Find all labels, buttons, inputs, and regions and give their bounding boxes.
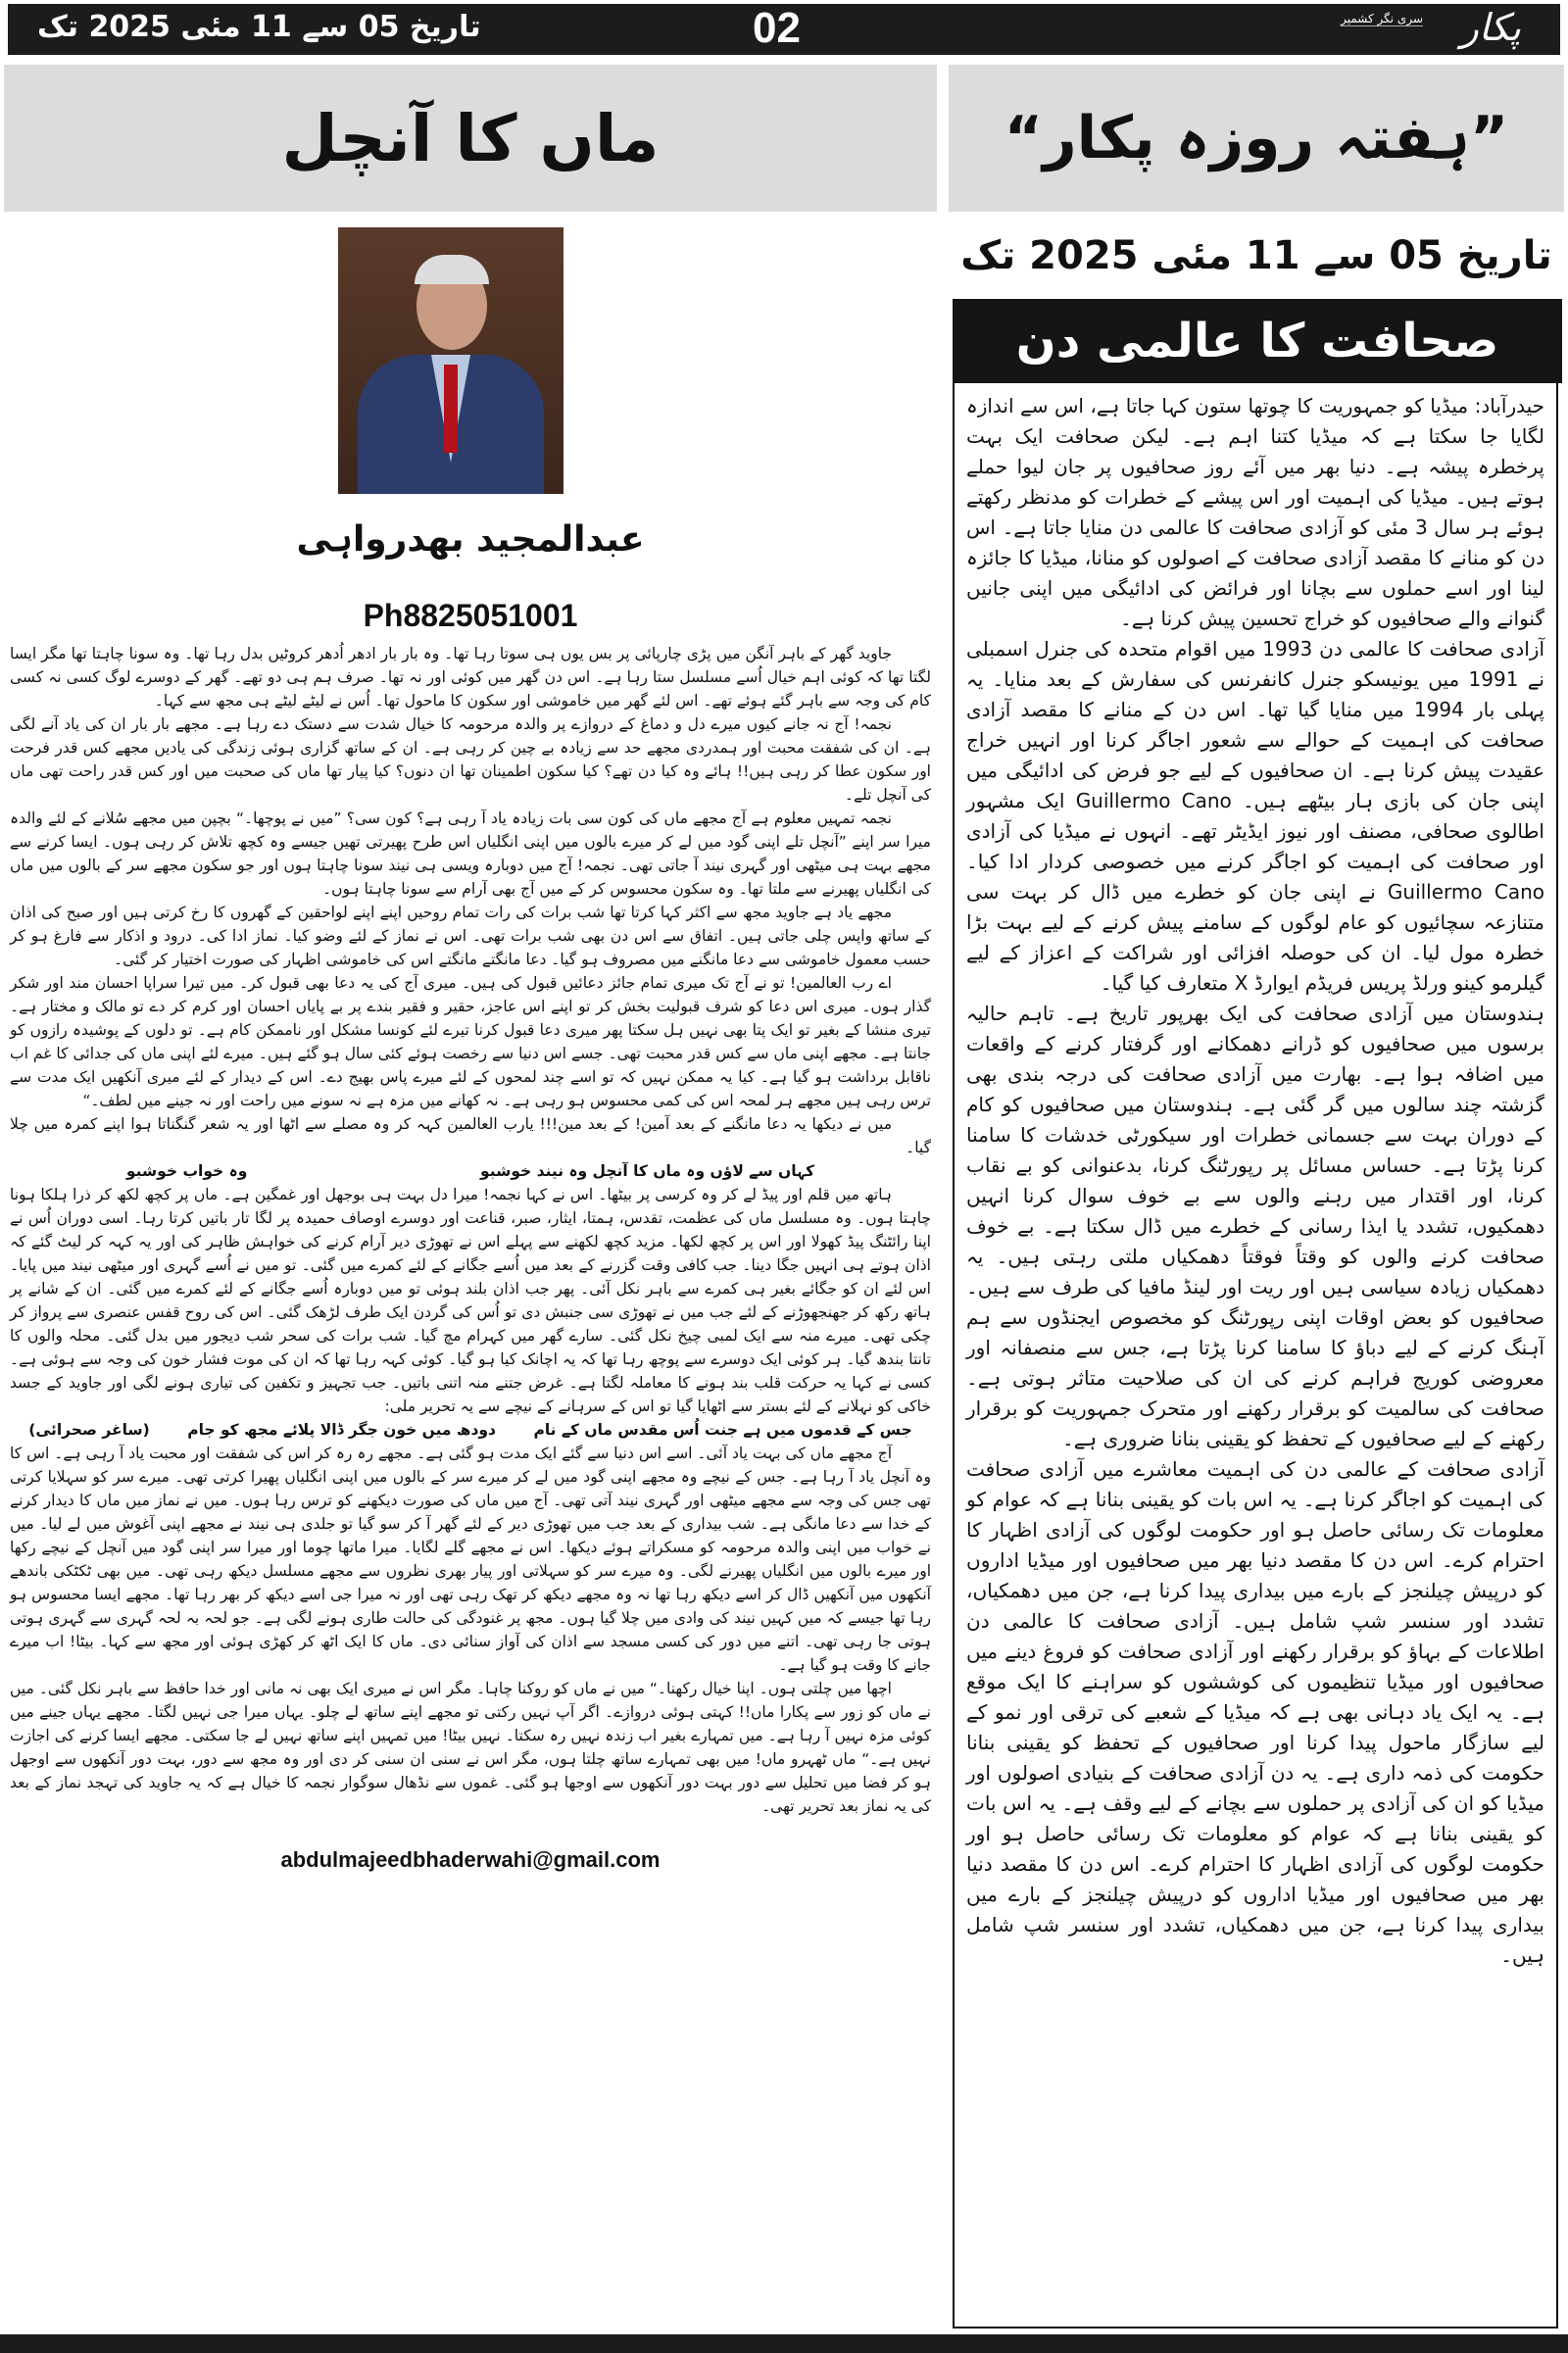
page-header-bar [8, 4, 1560, 55]
author-photo [338, 227, 564, 494]
paragraph: آزادی صحافت کا عالمی دن 1993 میں اقوام متحدہ کی جنرل اسمبلی نے 1991 میں یونیسکو جنرل کانفرنس کی سفارش کے بعد منایا۔ یہ پہلی بار 1994 میں منایا گیا تھا۔ اس دن کے منانے کا مقصد آزادی صحافت کی اہمیت کے حوالے سے شعور اجاگر کرنا اور انہیں خراج عقیدت پیش کرنا ہے۔ ان صحافیوں کے لیے جو فرض کی ادائیگی میں اپنی جان کی بازی ہار بیٹھے ہیں۔ Guillermo Cano ایک مشہور اطالوی صحافی، مصنف اور نیوز ایڈیٹر تھے۔ انہوں نے میڈیا کی آزادی اور صحافت کی اہمیت کو اجاگر کرنے میں خصوصی کردار ادا کیا۔ Guillermo Cano نے اپنی جان کو خطرے میں ڈال کر بہت سی متنازعہ سچائیوں کو عام لوگوں کے سامنے پیش کرنے کے لیے بہت بڑا خطرہ مول لیا۔ ان کی حوصلہ افزائی اور شراکت کے اعزاز کے لیے گیلرمو کینو ورلڈ پریس فریڈم ایوارڈ X متعارف کیا گیا۔ [966, 637, 1545, 995]
paragraph: آج مجھے ماں کی بہت یاد آئی۔ اسے اس دنیا سے گئے ایک مدت ہو گئی ہے۔ مجھے رہ رہ کر اس کی شفقت اور محبت یاد آ رہی ہے۔ اس کا وہ آنچل یاد آ رہا ہے۔ جس کے نیچے وہ مجھے اپنی گود میں لے کر میرے سر کے بالوں میں اپنی انگلیاں پھیرا کرتی تھی۔ میرے سر کو سہلایا کرتی تھی جس کی وجہ سے مجھے میٹھی اور گہری نیند آتی تھی۔ آج میں ماں کی صورت دیکھنے کو ترس رہا ہوں۔ میں نے نماز میں ماں کا دیدار کرنے کے خدا سے دعا مانگی ہے۔ شب بیداری کے بعد جب میں تھوڑی دیر کے لئے گھر آ کر سو گیا تو جلدی ہی نیند نے مجھے اپنی آغوش میں لے لیا۔ میں نے خواب میں اپنی والدہ مرحومہ کو مسکراتے ہوئے دیکھا۔ اس نے مجھے گلے لگایا۔ میرا ماتھا چوما اور میرا سر اپنی گود میں آنچل کے نیچے رکھا اور میرے بالوں میں انگلیاں پھیرنے لگی۔ وہ میرے سر کو سہلاتی اور پیار بھری نظروں سے مجھے مسلسل دیکھ رہی تھی۔ میں بھی ٹکٹکی باندھے آنکھوں میں آنکھیں ڈال کر اسے دیکھ رہا تھا نہ وہ مجھے دیکھ کر تھک رہی تھی اور نہ میرا جی اسے دیکھ کر بھر رہا تھا۔ مجھے ایسا محسوس ہو رہا تھا جیسے کہ میں کہیں نیند کی وادی میں چلا گیا ہوں۔ مجھ پر غنودگی کی حالت طاری ہونے لگی ہے۔ جو لحہ بہ لحہ گہری سے گہری ہوتی ہوتی جا رہی تھی۔ اتنے میں دور کی کسی مسجد سے اذان کی آواز سنائی دی۔ ماں کا ایک اٹھ کر کھڑی ہوئی اور مجھ سے کہا۔ بیٹا! اب میرے جانے کا وقت ہو گیا ہے۔ [10, 1445, 931, 1674]
paragraph: ہاتھ میں قلم اور پیڈ لے کر وہ کرسی پر بیٹھا۔ اس نے کہا نجمہ! میرا دل بہت ہی بوجھل اور غمگین ہے۔ ماں پر کچھ لکھ کر ذرا ہلکا ہونا چاہتا ہوں۔ وہ مسلسل ماں کی عظمت، تقدس، ہمتا، ایثار، صبر، قناعت اور دوسرے اوصاف حمیدہ پر لگا تار باتیں کرتا رہا۔ اسی دوران اُس نے اپنا رائٹنگ پیڈ کھولا اور اس پر کچھ لکھا۔ مزید کچھ لکھنے سے پہلے اس نے تھوڑی دیر آرام کرنے کی خواہش ظاہر کی اور یہ کہہ کر لیٹ گئے کہ اذان ہوتے ہی انہیں جگا دینا۔ جب کافی وقت گزرنے کے بعد میں اُسے جگانے کے لئے کمرے میں گئی۔ تو میں نے اُسے گہری اور میٹھی نیند میں پایا۔ اس لئے ان کو جگائے بغیر ہی کمرے سے باہر نکل آئی۔ پھر جب اذان بلند ہوئی تو میں دوبارہ اُسے جگانے کے لئے کمرے میں گئی۔ ان کے شانے پر ہاتھ رکھ کر جھنجھوڑنے کے لئے جب میں نے تھوڑی سی جنبش دی تو اُس کی گردن ایک طرف لڑھک گئی۔ اس کی روح قفس عنصری سے پرواز کر چکی تھی۔ میرے منہ سے ایک لمبی چیخ نکل گئی۔ سارے گھر میں کہرام مچ گیا۔ شب برات کی سحر شب دیجور میں بدل گئی۔ محلہ والوں کا تانتا بندھ گیا۔ ہر کوئی ایک دوسرے سے پوچھ رہا تھا کہ یہ اچانک کیا ہو گیا۔ کوئی کہہ رہا تھا کہ ان کی موت فشار خون کی وجہ سے ہوئی ہے۔ کسی نے کہا یہ حرکت قلب بند ہونے کا معاملہ لگتا ہے۔ غرض جتنے منہ اتنی باتیں۔ جب تجہیز و تکفین کی تیاری ہونے لگی اور جاوید کے جسد خاکی کو نہلانے کے لئے بستر سے اٹھایا گیا تو اس کے سرہانے کے نیچے سے یہ تحریر ملی: [10, 1186, 931, 1415]
right-article-body [955, 383, 1556, 1979]
verse-line: دودھ میں خون جگر ڈالا پلائے مجھ کو جام [187, 1421, 497, 1439]
paragraph: ہندوستان میں آزادی صحافت کی ایک بھرپور تاریخ ہے۔ تاہم حالیہ برسوں میں صحافیوں کو ڈرانے دھمکانے اور گرفتار کرنے کے واقعات میں اضافہ ہوا ہے۔ بھارت میں آزادی صحافت کی درجہ بندی بھی گزشتہ چند سالوں میں گر گئی ہے۔ ہندوستان میں صحافیوں کو کام کے دوران بہت سے جسمانی خطرات اور سیکورٹی خدشات کا سامنا کرنا پڑتا ہے۔ حساس مسائل پر رپورٹنگ کرنا، بدعنوانی کو بے نقاب کرنا، اور اقتدار میں رہنے والوں سے بے خوف سوال کرنا انہیں دھمکیوں، تشدد یا ایذا رسانی کے خطرے میں ڈال سکتا ہے۔ بے خوف صحافت کرنے والوں کو وقتاً فوقتاً دھمکیاں ملتی رہتی ہیں۔ یہ دھمکیاں زیادہ سیاسی ہیں اور ریت اور لینڈ مافیا کی طرف سے ہیں۔ صحافیوں کو بعض اوقات اپنی رپورٹنگ کو مخصوص ایجنڈوں سے ہم آہنگ کرنے کے لیے دباؤ کا سامنا کرنا پڑتا ہے، جس سے منصفانہ اور معروضی کوریج فراہم کرنے کی ان کی صلاحیت متاثر ہوتی ہے۔ صحافت کی سالمیت کو برقرار رکھنے اور متحرک جمہوریت کو برقرار رکھنے کے لیے صحافیوں کے تحفظ کو یقینی بنانا ضروری ہے۔ [966, 1002, 1544, 1450]
paragraph: میں نے دیکھا یہ دعا مانگنے کے بعد آمین! کے بعد مین!!! یارب العالمین کہہ کر وہ مصلے سے اٹھا اور یہ شعر گنگناتا ہوا اپنے کمرہ میں چلا گیا۔ [10, 1115, 931, 1156]
paragraph: مجھے یاد ہے جاوید مجھ سے اکثر کہا کرتا تھا شب برات کی رات تمام روحیں اپنے اپنے لواحقین کے گھروں کا رخ کرتی ہیں اور صبح کی اذان کے ساتھ واپس چلی جاتی ہیں۔ اتفاق سے اس دن بھی شب برات تھی۔ اس نے نماز کے لئے وضو کیا۔ نماز ادا کی۔ درود و اذکار سے فارغ ہو کر حسب معمول خاموشی سے دعا مانگنے میں مصروف ہو گیا۔ دعا مانگتے مانگتے اس کی خاموشی اظہار کی صورت اختیار کر گئی۔ [10, 904, 931, 968]
paragraph: آزادی صحافت کے عالمی دن کی اہمیت معاشرے میں آزادی صحافت کی اہمیت کو اجاگر کرنا ہے۔ یہ اس بات کو یقینی بنانا ہے کہ عوام کو معلومات تک رسائی حاصل ہو اور حکومت لوگوں کی آزادی اظہار کا احترام کرے۔ اس دن کا مقصد دنیا بھر میں صحافیوں اور میڈیا اداروں کو درپیش چیلنجز کے بارے میں بیداری پیدا کرنا ہے، جن میں دھمکیاں، تشدد اور سنسر شپ شامل ہیں۔ آزادی صحافت کا عالمی دن اطلاعات کے بہاؤ کو برقرار رکھنے اور آزادی صحافت کو فروغ دینے میں صحافیوں اور میڈیا تنظیموں کی کوششوں کو سراہنے کا ایک موقع ہے۔ یہ ایک یاد دہانی بھی ہے کہ میڈیا کے شعبے کی ترقی اور نمو کے لیے سازگار ماحول پیدا کرنا اور صحافیوں کے تحفظ کو یقینی بنانا حکومت کی ذمہ داری ہے۔ یہ دن آزادی صحافت کے بنیادی اصولوں اور میڈیا کو ان کی آزادی پر حملوں سے بچانے کے لیے وقف ہے۔ یہ اس بات کو یقینی بنانا ہے کہ عوام کو معلومات تک رسائی حاصل ہو اور حکومت لوگوں کی آزادی اظہار کا احترام کرے۔ اس دن کا مقصد دنیا بھر میں صحافیوں اور میڈیا اداروں کو درپیش چیلنجز کے بارے میں بیداری پیدا کرنا ہے، جن میں دھمکیاں، تشدد اور سنسر شپ شامل ہیں۔ [966, 1457, 1544, 1967]
masthead-title: ”ہفتہ روزہ پکار“ [949, 65, 1564, 212]
left-article-title: ماں کا آنچل [4, 65, 937, 212]
paragraph: نجمہ! آج نہ جانے کیوں میرے دل و دماغ کے دروازے پر والدہ مرحومہ کا خیال شدت سے دستک دے رہا ہے۔ مجھے بار بار ان کی یاد آنے لگی ہے۔ ان کی شفقت محبت اور ہمدردی مجھے حد سے زیادہ بے چین کر رہی ہے۔ ان کے ساتھ گزاری ہوئی زندگی کی یادیں مجھے کس قدر فرحت اور سکون عطا کر رہی ہیں!! ہائے وہ کیا دن تھے؟ کیا سکون اطمینان تھا ان دنوں؟ کیا پیار تھا ماں کی صحبت میں اور کس قدر راحت تھی ماں کی آنچل تلے۔ [10, 715, 931, 804]
verse-line: وہ خواب خوشبو [125, 1162, 248, 1180]
paragraph: جاوید گھر کے باہر آنگن میں پڑی چارپائی پر بس یوں ہی سوتا رہا تھا۔ وہ بار بار ادھر اُدھر کروٹیں بدل رہا تھا۔ وہ سونا چاہتا تھا مگر ایسا لگتا تھا کہ کوئی اہم خیال اُسے مسلسل ستا رہا ہے۔ اس دن گھر میں کوئی اور نہ تھا۔ صرف ہم ہی دو تھے۔ گھر کے دوسرے لوگ کسی نہ کسی کام کی وجہ سے باہر گئے ہوئے تھے۔ اس لئے گھر میں خاموشی اور سکون کا ماحول تھا۔ اُس نے لیٹے لیٹے ہی مجھ سے کہا۔ [10, 645, 931, 710]
page-footer-bar [0, 2334, 1568, 2353]
right-article-box [953, 383, 1558, 2328]
right-article-heading: صحافت کا عالمی دن [953, 299, 1562, 383]
left-article-column [10, 642, 931, 1873]
paragraph: اچھا میں چلتی ہوں۔ اپنا خیال رکھنا۔“ میں نے ماں کو روکنا چاہا۔ مگر اس نے میری ایک بھی نہ مانی اور خدا حافظ سے باہر نکل گئی۔ میں نے ماں کو زور سے پکارا ماں!! کہتی ہوئی دروازے۔ اگر آپ نہیں رکتی تو مجھے اپنے ساتھ لے چلو۔ یہاں میرا جی نہیں لگتا۔ مجھے یہاں جینے میں کوئی مزہ نہیں آ رہا ہے۔ میں تمہارے بغیر اب زندہ نہیں رہ سکتا۔ نہیں بیٹا! میں تمہیں اپنے ساتھ نہیں لے جا سکتی۔ مجھے ایسا کرنے کی اجازت نہیں ہے۔“ ماں ٹھہرو ماں! میں بھی تمہارے ساتھ چلتا ہوں، مگر اس نے سنی ان سنی کر دی اور وہ مجھ سے دور، بہت دور آنکھوں سے اوجھل ہو کر فضا میں تحلیل سے دور بہت دور آنکھوں سے اوجھا ہو گئی۔ غموں سے نڈھال سوگوار نجمہ کا خیال ہے کہ یہ جاوید کی تہجد نماز کے بعد کی یہ نماز بعد تحریر تھی۔ [10, 1680, 931, 1815]
masthead-date: تاریخ 05 سے 11 مئی 2025 تک [960, 233, 1552, 278]
verse [10, 1418, 931, 1442]
author-email[interactable]: abdulmajeedbhaderwahi@gmail.com [280, 1847, 661, 1872]
issue-date: تاریخ 05 سے 11 مئی 2025 تک [37, 10, 481, 44]
paragraph: حیدرآباد: میڈیا کو جمہوریت کا چوتھا ستون کہا جاتا ہے، اس سے اندازہ لگایا جا سکتا ہے کہ میڈیا کتنا اہم ہے۔ لیکن صحافت ایک بہت پرخطرہ پیشہ ہے۔ دنیا بھر میں آئے روز صحافیوں پر جان لیوا حملے ہوتے ہیں۔ میڈیا کی اہمیت اور اس پیشے کے خطرات کو مدنظر رکھتے ہوئے ہر سال 3 مئی کو آزادی صحافت کا عالمی دن منایا جاتا ہے۔ اس دن کو منانے کا مقصد آزادی صحافت کے اصولوں کو منانا، میڈیا کا جائزہ لینا اور اسے حملوں سے بچانا اور فرائض کی ادائیگی میں اپنی جانیں گنوانے والے صحافیوں کو خراج تحسین پیش کرنا ہے۔ [966, 394, 1545, 630]
author-name: عبدالمجید بھدرواہی [296, 519, 645, 560]
logo-location: سری نگر کشمیر [1341, 12, 1423, 25]
author-phone: Ph8825051001 [363, 598, 578, 633]
left-article-body [10, 642, 931, 1818]
verse [10, 1159, 931, 1183]
photo-hair [415, 255, 489, 284]
verse-line: کہاں سے لاؤں وہ ماں کا آنچل وہ نیند خوشبو [480, 1162, 815, 1180]
page-number: 02 [753, 4, 801, 52]
newspaper-logo: پکار [1460, 6, 1521, 49]
photo-tie [444, 365, 458, 453]
verse-line: جس کے قدموں میں ہے جنت اُس مقدس ماں کے نام [533, 1421, 912, 1439]
paragraph: نجمہ تمہیں معلوم ہے آج مجھے ماں کی کون سی بات زیادہ یاد آ رہی ہے؟ کون سی؟ ”میں نے پوچھا۔“ بچپن میں مجھے سُلانے کے لئے والدہ میرا سر اپنے ”آنچل تلے اپنی گود میں لے کر میرے بالوں میں اپنی انگلیاں اس طرح پھیرتی تھیں جیسے وہ کچھ تلاش کر رہی ہوں۔ ایسا کرنے سے مجھے بہت ہی میٹھی اور گہری نیند آ جاتی تھی۔ نجمہ! آج میں دوبارہ ویسی ہی نیند سونا چاہتا ہوں اور جو سکون مجھے سر کے بالوں میں ماں کی انگلیاں پھیرنے سے ملتا تھا۔ وہ سکون محسوس کر کے میں آج بھی آرام سے سونا چاہتا ہوں۔ [10, 809, 931, 898]
paragraph: اے رب العالمین! تو نے آج تک میری تمام جائز دعائیں قبول کی ہیں۔ میری آج کی یہ دعا بھی قبول کر۔ میں تیرا سراپا احسان مند اور شکر گذار ہوں۔ میری اس دعا کو شرف قبولیت بخش کر تو اپنے اس عاجز، حقیر و فقیر بندے پر بے پایاں احسان اور کرم کر دے تو مالک و مختار ہے۔ تیری منشا کے بغیر تو ایک پتا بھی نہیں ہل سکتا پھر میری دعا قبول کرنا تیرے لئے کونسا مشکل اور ناممکن کام ہے۔ تو دلوں کے پوشیدہ رازوں کو جانتا ہے۔ مجھے اپنی ماں سے کس قدر محبت تھی۔ جسے اس دنیا سے رخصت ہوئے کئی سال ہو گئے ہیں۔ میرے لئے اپنی ماں کی جدائی کا غم اب ناقابل برداشت ہو گیا ہے۔ کیا یہ ممکن نہیں کہ تو اسے چند لمحوں کے لئے میرے پاس بھیج دے۔ اس کے دیدار کے لئے میری آنکھیں ایک مدت سے ترس رہی ہیں مجھے ہر لمحہ اس کی کمی محسوس ہو رہی ہے۔ نہ کھانے میں مزہ ہے نہ سونے میں راحت اور نہ جینے میں لطف۔“ [10, 974, 931, 1109]
verse-poet: (ساغر صحرائی) [28, 1421, 150, 1439]
